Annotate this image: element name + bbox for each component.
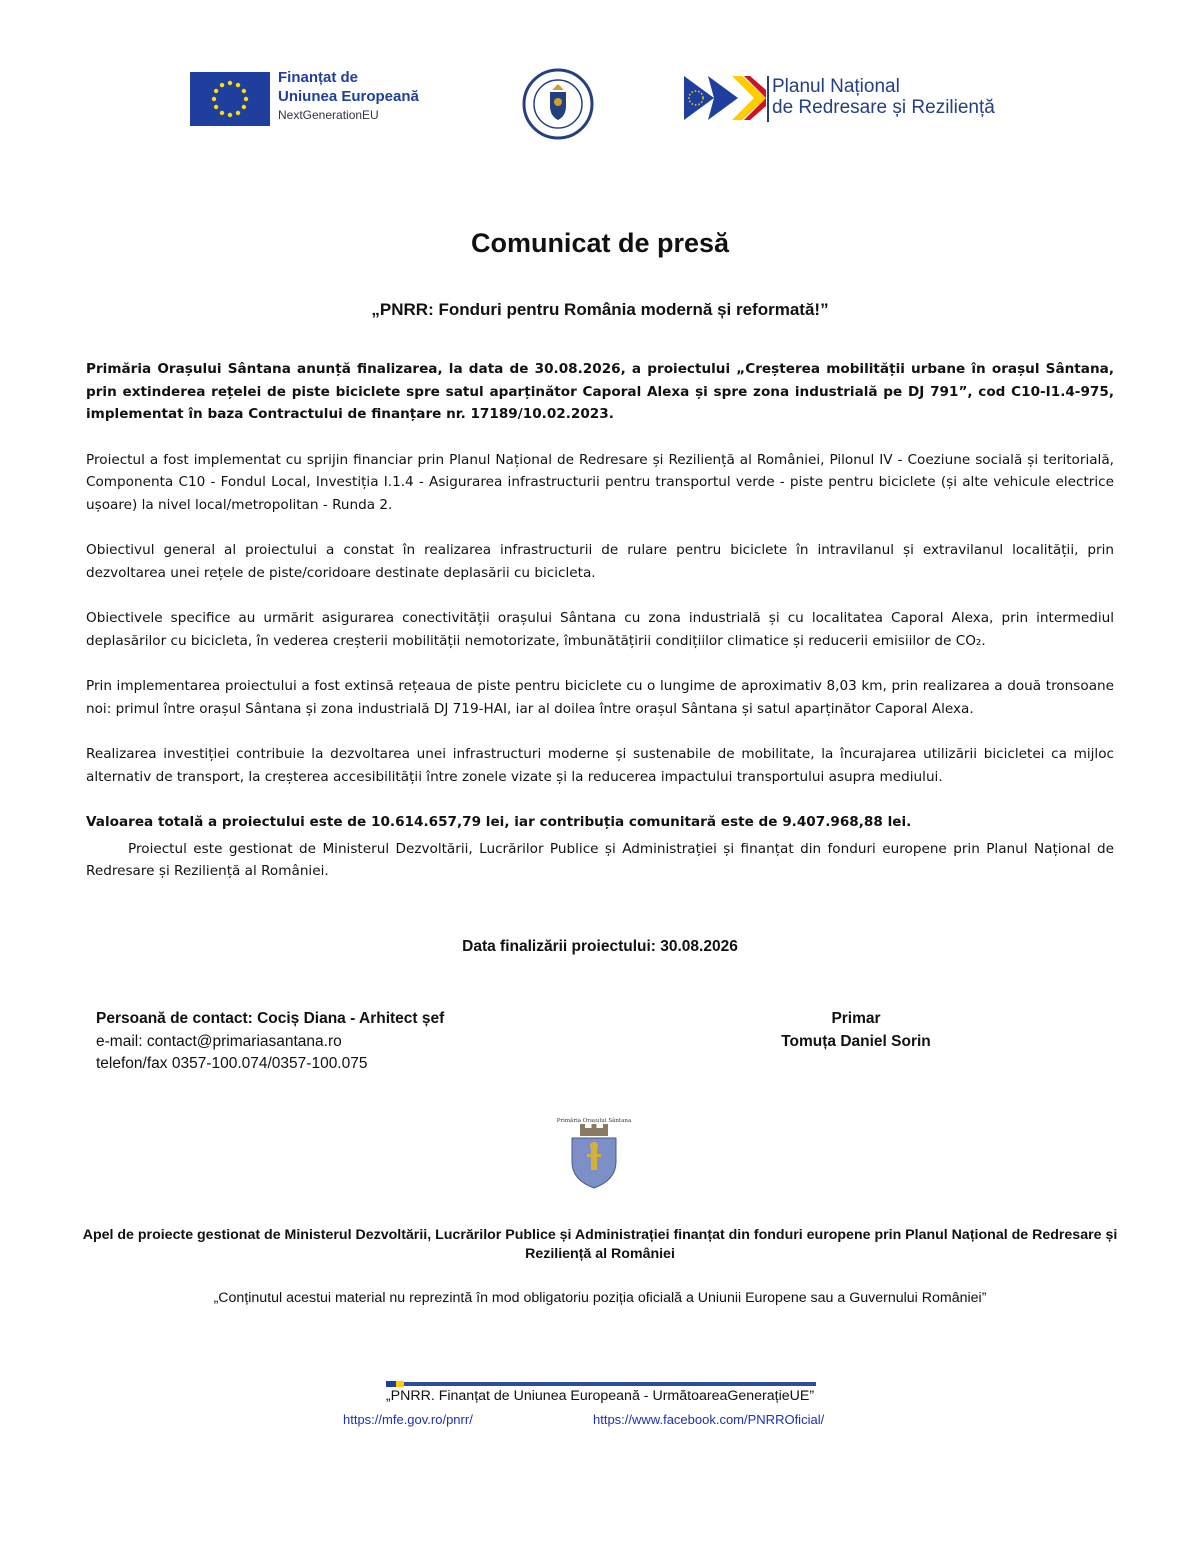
crest-caption: Primăria Orașului Sântana: [556, 1118, 632, 1124]
contact-person: Persoană de contact: Cociș Diana - Arhitect șef: [96, 1010, 445, 1027]
contact-email: e-mail: contact@primariasantana.ro: [96, 1032, 342, 1050]
paragraph-implementation: Prin implementarea proiectului a fost extinsă rețeaua de piste pentru biciclete cu o lungime de aproximativ 8,03 km, prin realizarea a două tronsoane noi: primul între orașul Sântana și zona industrială DJ 719-HAI, iar al doilea între orașul Sântana și satul aparținător Caporal Alexa.: [86, 678, 1114, 717]
guvernul-romaniei-seal-icon: [522, 68, 594, 140]
paragraph-financing: Proiectul a fost implementat cu sprijin financiar prin Planul Național de Redresare și Reziliență al României, Pilonul IV - Coeziune socială și teritorială, Componenta C10 - Fondul Local, Investiția I.1.4 - Asigurarea infrastructurii pentru transportul verde - piste pentru biciclete (și alte vehicule electrice ușoare) la nivel local/metropolitan - Runda 2.: [86, 451, 1114, 513]
paragraph-management: Proiectul este gestionat de Ministerul Dezvoltării, Lucrărilor Publice și Administrației și finanțat din fonduri europene prin Planul Național de Redresare și Reziliență al României.: [86, 840, 1114, 879]
link-facebook-pnrr[interactable]: https://www.facebook.com/PNRROficial/: [593, 1412, 825, 1427]
header-logos: [0, 68, 1200, 138]
paragraph-general-objective: Obiectivul general al proiectului a constat în realizarea infrastructurii de rulare pentru biciclete în intravilanul și extravilanul localității, prin dezvoltarea unei rețele de piste/coridoare destinate deplasării cu bicicleta.: [86, 542, 1114, 581]
pnrr-flag-icon: [684, 76, 766, 120]
pnrr-label-line1: Planul Național: [772, 76, 900, 97]
contact-block: [96, 1008, 444, 1076]
pnrr-divider: [767, 76, 769, 122]
santana-coat-of-arms-icon: [552, 1118, 636, 1190]
footer-flag-bar: [386, 1375, 816, 1383]
mayor-name: Tomuța Daniel Sorin: [781, 1032, 931, 1050]
mayor-block: [740, 1008, 972, 1053]
finalization-date: Data finalizării proiectului: 30.08.2026: [462, 938, 738, 955]
contact-phone: telefon/fax 0357-100.074/0357-100.075: [96, 1055, 368, 1072]
footer-slogan: „PNRR. Finanțat de Uniunea Europeană - UrmătoareaGenerațieUE”: [385, 1388, 815, 1404]
eu-flag-icon: [190, 72, 270, 126]
eu-label-line1: Finanțat de: [278, 69, 359, 86]
link-mfe-pnrr[interactable]: https://mfe.gov.ro/pnrr/: [343, 1412, 473, 1427]
page-subtitle: „PNRR: Fonduri pentru România modernă și reformată!”: [371, 300, 829, 319]
mayor-role: Primar: [831, 1010, 881, 1027]
paragraph-project-value: Valoarea totală a proiectului este de 10.614.657,79 lei, iar contribuția comunitară este de 9.407.968,88 lei.: [86, 814, 912, 830]
paragraph-impact: Realizarea investiției contribuie la dezvoltarea unei infrastructuri moderne și sustenabile de mobilitate, la încurajarea utilizării bicicletei ca mijloc alternativ de transport, la creșterea accesibilității între zonele vizate și la reducerea impactului transportului asupra mediului.: [86, 746, 1114, 785]
press-release-body: [86, 358, 1114, 906]
disclaimer: „Conținutul acestui material nu reprezintă în mod obligatoriu poziția oficială a Uniunii Europene sau a Guvernului României”: [213, 1290, 987, 1306]
page-title: Comunicat de presă: [470, 228, 730, 258]
eu-label-line3: NextGenerationEU: [278, 108, 379, 122]
paragraph-announcement: Primăria Orașului Sântana anunță finalizarea, la data de 30.08.2026, a proiectului „Creșterea mobilității urbane în orașul Sântana, prin extinderea rețelei de piste biciclete spre satul aparținător Caporal Alexa și spre zona industrială pe DJ 791”, cod C10-I1.4-975, implementat în baza Contractului de finanțare nr. 17189/10.02.2023.: [86, 361, 1114, 422]
pnrr-label-line2: de Redresare și Reziliență: [772, 97, 995, 118]
paragraph-specific-objectives: Obiectivele specifice au urmărit asigurarea conectivității orașului Sântana cu zona industrială și cu localitatea Caporal Alexa, prin intermediul deplasărilor cu bicicleta, în vederea creșterii mobilității nemotorizate, îmbunătățirii condițiilor climatice și reducerii emisiilor de CO₂.: [86, 610, 1114, 649]
eu-label-line2: Uniunea Europeană: [278, 88, 419, 105]
pnrr-label: [772, 76, 995, 118]
eu-funding-label: [278, 68, 419, 124]
funding-call-statement: Apel de proiecte gestionat de Ministerul Dezvoltării, Lucrărilor Publice și Administrației finanțat din fonduri europene prin Planul Național de Redresare și Reziliență al României: [82, 1227, 1118, 1262]
